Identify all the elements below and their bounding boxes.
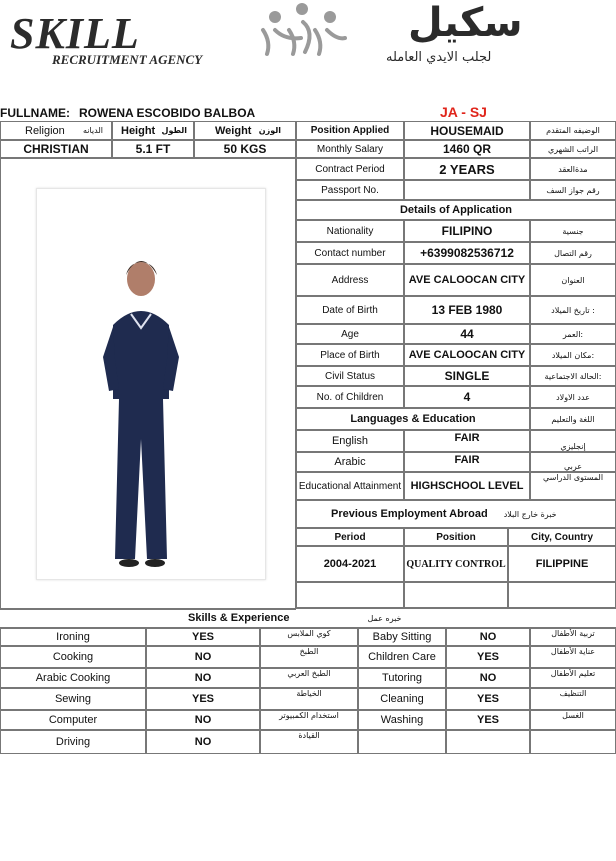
- passport-value: [404, 180, 530, 200]
- age-label: Age: [296, 324, 404, 344]
- english-label-ar: إنجليزي: [530, 430, 616, 452]
- employment-city: FILIPPINE: [508, 546, 616, 582]
- weight-label: Weight: [215, 124, 252, 137]
- position-label-ar: الوضيفه المتقدم: [530, 121, 616, 140]
- pob-value: AVE CALOOCAN CITY: [404, 344, 530, 366]
- skill-right-ar-5: [530, 730, 616, 754]
- skill-left-value-4: NO: [146, 710, 260, 730]
- employment-col-period: Period: [296, 528, 404, 546]
- skill-right-label-3: Cleaning: [358, 688, 446, 710]
- height-value: 5.1 FT: [112, 140, 194, 158]
- employment-col-position: Position: [404, 528, 508, 546]
- passport-label: Passport No.: [296, 180, 404, 200]
- age-value: 44: [404, 324, 530, 344]
- contact-value: +6399082536712: [404, 242, 530, 264]
- logo-arabic-subtitle: لجلب الايدي العامله: [386, 50, 492, 65]
- languages-title: Languages & Education: [296, 408, 530, 430]
- skill-right-ar-0: تربية الأطفال: [530, 628, 616, 646]
- skills-title: Skills & Experience: [188, 612, 290, 624]
- skill-left-label-1: Cooking: [0, 646, 146, 668]
- height-header: [112, 121, 194, 140]
- children-value: 4: [404, 386, 530, 408]
- age-label-ar: العمر:: [530, 324, 616, 344]
- logo-subtitle: RECRUITMENT AGENCY: [52, 52, 203, 67]
- civil-label: Civil Status: [296, 366, 404, 386]
- nationality-value: FILIPINO: [404, 220, 530, 242]
- religion-value: CHRISTIAN: [0, 140, 112, 158]
- salary-label: Monthly Salary: [296, 140, 404, 158]
- religion-label-ar: الديانه: [82, 126, 103, 135]
- employment-col-city: City, Country: [508, 528, 616, 546]
- employment-position: QUALITY CONTROL: [404, 546, 508, 582]
- contact-label-ar: رقم التصال: [530, 242, 616, 264]
- skill-left-ar-3: الخياطة: [260, 688, 358, 710]
- fullname-value: ROWENA ESCOBIDO BALBOA: [79, 106, 256, 120]
- salary-label-ar: الراتب الشهري: [530, 140, 616, 158]
- skill-right-value-4: YES: [446, 710, 530, 730]
- skill-left-value-0: YES: [146, 628, 260, 646]
- skill-right-value-3: YES: [446, 688, 530, 710]
- skill-right-label-0: Baby Sitting: [358, 628, 446, 646]
- logo-skill: SKILL: [10, 9, 140, 58]
- skill-right-ar-2: تعليم الأطفال: [530, 668, 616, 688]
- skill-right-ar-3: التنظيف: [530, 688, 616, 710]
- civil-label-ar: الحالة الاجتماعية:: [530, 366, 616, 386]
- skill-left-label-3: Sewing: [0, 688, 146, 710]
- employment-title: Previous Employment Abroad: [331, 508, 488, 520]
- weight-header: [194, 121, 296, 140]
- skill-right-value-5: [446, 730, 530, 754]
- religion-label: Religion: [25, 124, 65, 137]
- arabic-label: Arabic: [296, 452, 404, 472]
- height-label-ar: الطول: [161, 126, 187, 135]
- skill-left-ar-1: الطبخ: [260, 646, 358, 668]
- contract-label: Contract Period: [296, 158, 404, 180]
- english-value: FAIR: [404, 430, 530, 452]
- arabic-value: FAIR: [404, 452, 530, 472]
- skill-right-value-2: NO: [446, 668, 530, 688]
- fullname-label: FULLNAME:: [0, 106, 70, 120]
- dob-value: 13 FEB 1980: [404, 296, 530, 324]
- skill-right-label-4: Washing: [358, 710, 446, 730]
- details-title: Details of Application: [296, 200, 616, 220]
- height-label: Height: [121, 124, 156, 137]
- pob-label-ar: مكان الميلاد:: [530, 344, 616, 366]
- skill-left-label-0: Ironing: [0, 628, 146, 646]
- skills-title-ar: خبره عمل: [367, 613, 402, 623]
- skill-right-value-1: YES: [446, 646, 530, 668]
- applicant-photo: [36, 188, 266, 580]
- employment-empty-city: [508, 582, 616, 608]
- english-label: English: [296, 430, 404, 452]
- civil-value: SINGLE: [404, 366, 530, 386]
- passport-label-ar: رقم جواز السف: [530, 180, 616, 200]
- dob-label: Date of Birth: [296, 296, 404, 324]
- education-label-ar: المستوى الدراسي: [530, 472, 616, 500]
- person-photo-icon: [37, 189, 265, 579]
- employment-period: 2004-2021: [296, 546, 404, 582]
- employment-empty-period: [296, 582, 404, 608]
- skill-left-value-3: YES: [146, 688, 260, 710]
- logo-arabic: سكيل: [408, 0, 523, 46]
- weight-value: 50 KGS: [194, 140, 296, 158]
- skill-left-label-2: Arabic Cooking: [0, 668, 146, 688]
- arabic-label-ar: عربي: [530, 452, 616, 472]
- skill-right-label-1: Children Care: [358, 646, 446, 668]
- dob-label-ar: تاريخ الميلاد :: [530, 296, 616, 324]
- employment-title-ar: خبرة خارج البلاد: [503, 509, 557, 519]
- skill-left-ar-2: الطبخ العربي: [260, 668, 358, 688]
- weight-label-ar: الوزن: [258, 126, 281, 135]
- position-label: Position Applied: [296, 121, 404, 140]
- address-value: AVE CALOOCAN CITY: [404, 264, 530, 296]
- skill-left-label-5: Driving: [0, 730, 146, 754]
- education-value: HIGHSCHOOL LEVEL: [404, 472, 530, 500]
- nationality-label-ar: جنسية: [530, 220, 616, 242]
- education-label: Educational Attainment: [296, 472, 404, 500]
- skill-left-ar-0: كوي الملابس: [260, 628, 358, 646]
- skill-left-label-4: Computer: [0, 710, 146, 730]
- skill-left-value-2: NO: [146, 668, 260, 688]
- skill-left-ar-4: استخدام الكمبيوتر: [260, 710, 358, 730]
- skill-right-value-0: NO: [446, 628, 530, 646]
- salary-value: 1460 QR: [404, 140, 530, 158]
- religion-header: [0, 121, 112, 140]
- languages-title-ar: اللغة والتعليم: [530, 408, 616, 430]
- employment-empty-position: [404, 582, 508, 608]
- skill-right-label-5: [358, 730, 446, 754]
- skills-title-row: [0, 608, 616, 628]
- people-logo-icon: [255, 0, 350, 58]
- children-label: No. of Children: [296, 386, 404, 408]
- skill-right-label-2: Tutoring: [358, 668, 446, 688]
- position-value: HOUSEMAID: [404, 121, 530, 140]
- skill-right-ar-4: الغسل: [530, 710, 616, 730]
- children-label-ar: عدد الاولاد: [530, 386, 616, 408]
- skill-left-value-5: NO: [146, 730, 260, 754]
- contract-label-ar: مدةالعقد: [530, 158, 616, 180]
- address-label: Address: [296, 264, 404, 296]
- address-label-ar: العنوان: [530, 264, 616, 296]
- skill-left-ar-5: القيادة: [260, 730, 358, 754]
- employment-title-row: [296, 500, 616, 528]
- skill-right-ar-1: عناية الأطفال: [530, 646, 616, 668]
- pob-label: Place of Birth: [296, 344, 404, 366]
- nationality-label: Nationality: [296, 220, 404, 242]
- skill-left-value-1: NO: [146, 646, 260, 668]
- reference-code: JA - SJ: [440, 104, 487, 120]
- contact-label: Contact number: [296, 242, 404, 264]
- contract-value: 2 YEARS: [404, 158, 530, 180]
